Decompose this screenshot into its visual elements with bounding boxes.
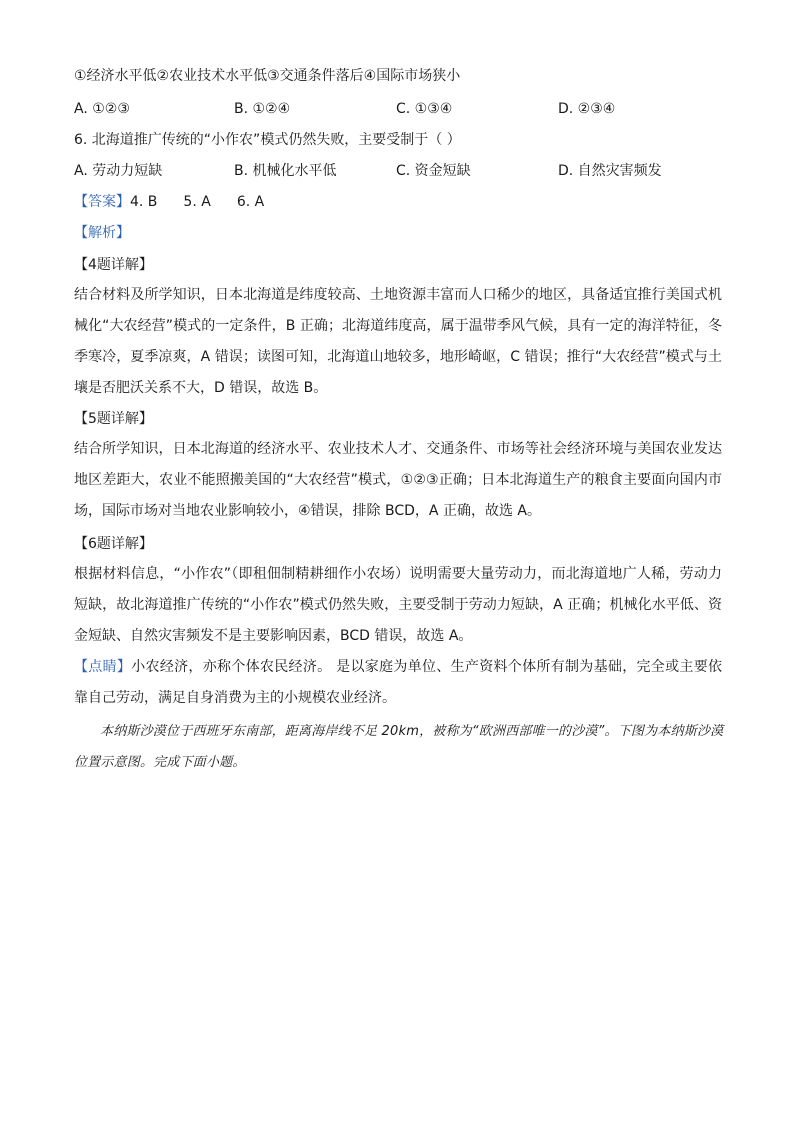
q5-option-d: D. ②③④ bbox=[558, 101, 616, 117]
q6-option-a: A. 劳动力短缺 bbox=[74, 163, 163, 179]
next-material-intro: 本纳斯沙漠位于西班牙东南部，距离海岸线不足 20km，被称为“欧洲西部唯一的沙漠”。下图为本纳斯沙漠位置示意图。完成下面小题。 bbox=[74, 724, 724, 770]
q6-explanation: 根据材料信息，“小作农”（即租佃制精耕细作小农场）说明需要大量劳动力，而北海道地广人稀，劳动力短缺，故北海道推广传统的“小作农”模式仍然失败，主要受制于劳动力短缺，A 正确；机械化水平低、资金短缺、自然灾害频发不是主要影响因素，BCD 错误，故选 A。 bbox=[74, 566, 722, 644]
q6-option-b: B. 机械化水平低 bbox=[234, 163, 337, 179]
answer-line bbox=[74, 193, 264, 211]
q5-factor-list: ①经济水平低②农业技术水平低③交通条件落后④国际市场狭小 bbox=[74, 68, 461, 84]
answer-value-6: 6. A bbox=[236, 194, 265, 210]
q6-heading: 【6题详解】 bbox=[74, 536, 153, 552]
q5-explanation: 结合所学知识，日本北海道的经济水平、农业技术人才、交通条件、市场等社会经济环境与美国农业发达地区差距大，农业不能照搬美国的“大农经营”模式，①②③正确；日本北海道生产的粮食主要面向国内市场，国际市场对当地农业影响较小，④错误，排除 BCD，A 正确，故选 A。 bbox=[74, 441, 722, 519]
q5-option-b: B. ①②④ bbox=[234, 101, 291, 117]
q6-option-d: D. 自然灾害频发 bbox=[558, 163, 662, 179]
note-body: 小农经济，亦称个体农民经济。 是以家庭为单位、生产资料个体所有制为基础，完全或主要依靠自己劳动，满足自身消费为主的小规模农业经济。 bbox=[74, 659, 723, 706]
analysis-label: 【解析】 bbox=[74, 225, 130, 241]
answer-value-4: 4. B bbox=[130, 194, 158, 210]
q5-option-a: A. ①②③ bbox=[74, 101, 130, 117]
q5-heading: 【5题详解】 bbox=[74, 411, 153, 427]
q4-explanation: 结合材料及所学知识，日本北海道是纬度较高、土地资源丰富而人口稀少的地区，具备适宜推行美国式机械化“大农经营”模式的一定条件，B 正确；北海道纬度高，属于温带季风气候，具有一定的海洋特征，冬季寒冷，夏季凉爽，A 错误；读图可知，北海道山地较多，地形崎岖，C 错误；推行“大农经营”模式与土壤是否肥沃关系不大，D 错误，故选 B。 bbox=[74, 287, 722, 396]
note-label: 【点睛】 bbox=[74, 659, 132, 675]
q6-option-c: C. 资金短缺 bbox=[396, 163, 471, 179]
q4-heading: 【4题详解】 bbox=[74, 257, 153, 273]
note-paragraph bbox=[74, 652, 722, 714]
q6-stem: 6. 北海道推广传统的“小作农”模式仍然失败，主要受制于（ ） bbox=[74, 132, 461, 148]
answer-value-5: 5. A bbox=[183, 194, 211, 210]
answer-label: 【答案】 bbox=[74, 194, 130, 210]
q5-option-c: C. ①③④ bbox=[396, 101, 453, 117]
